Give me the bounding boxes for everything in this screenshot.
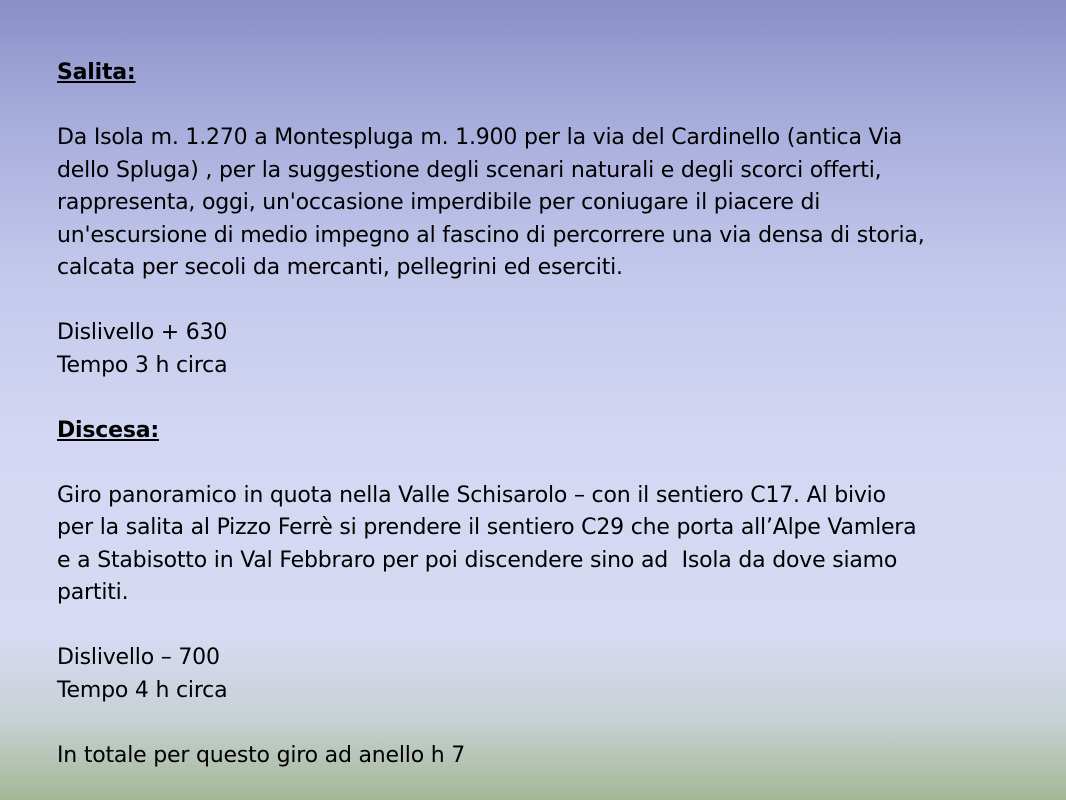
salita-heading: Salita: [57, 60, 136, 85]
slide-content [57, 57, 1017, 772]
salita-tempo: Tempo 3 h circa [57, 352, 228, 378]
discesa-dislivello: Dislivello – 700 [57, 645, 220, 670]
discesa-description [57, 480, 1017, 610]
spacer [57, 285, 1017, 318]
discesa-line: partiti. [57, 580, 129, 605]
discesa-line: Giro panoramico in quota nella Valle Schisarolo – con il sentiero C17. Al bivio [57, 482, 886, 508]
discesa-tempo: Tempo 4 h circa [57, 677, 228, 703]
spacer [57, 707, 1017, 740]
spacer [57, 382, 1017, 415]
spacer [57, 90, 1017, 123]
salita-line: rappresenta, oggi, un'occasione imperdibile per coniugare il piacere di [57, 190, 821, 215]
spacer [57, 610, 1017, 643]
discesa-line: per la salita al Pizzo Ferrè si prendere il sentiero C29 che porta all’Alpe Vamlera [57, 515, 917, 540]
salita-line: un'escursione di medio impegno al fascino di percorrere una via densa di storia, [57, 222, 925, 248]
discesa-heading: Discesa: [57, 417, 159, 443]
salita-dislivello: Dislivello + 630 [57, 320, 228, 345]
salita-line: dello Spluga) , per la suggestione degli scenari naturali e degli scorci offerti, [57, 157, 882, 183]
salita-line: calcata per secoli da mercanti, pellegrini ed eserciti. [57, 255, 623, 280]
totale-text: In totale per questo giro ad anello h 7 [57, 742, 466, 768]
spacer [57, 447, 1017, 480]
salita-description [57, 122, 1017, 285]
salita-line: Da Isola m. 1.270 a Montespluga m. 1.900 per la via del Cardinello (antica Via [57, 125, 903, 150]
discesa-line: e a Stabisotto in Val Febbraro per poi discendere sino ad Isola da dove siamo [57, 547, 898, 573]
